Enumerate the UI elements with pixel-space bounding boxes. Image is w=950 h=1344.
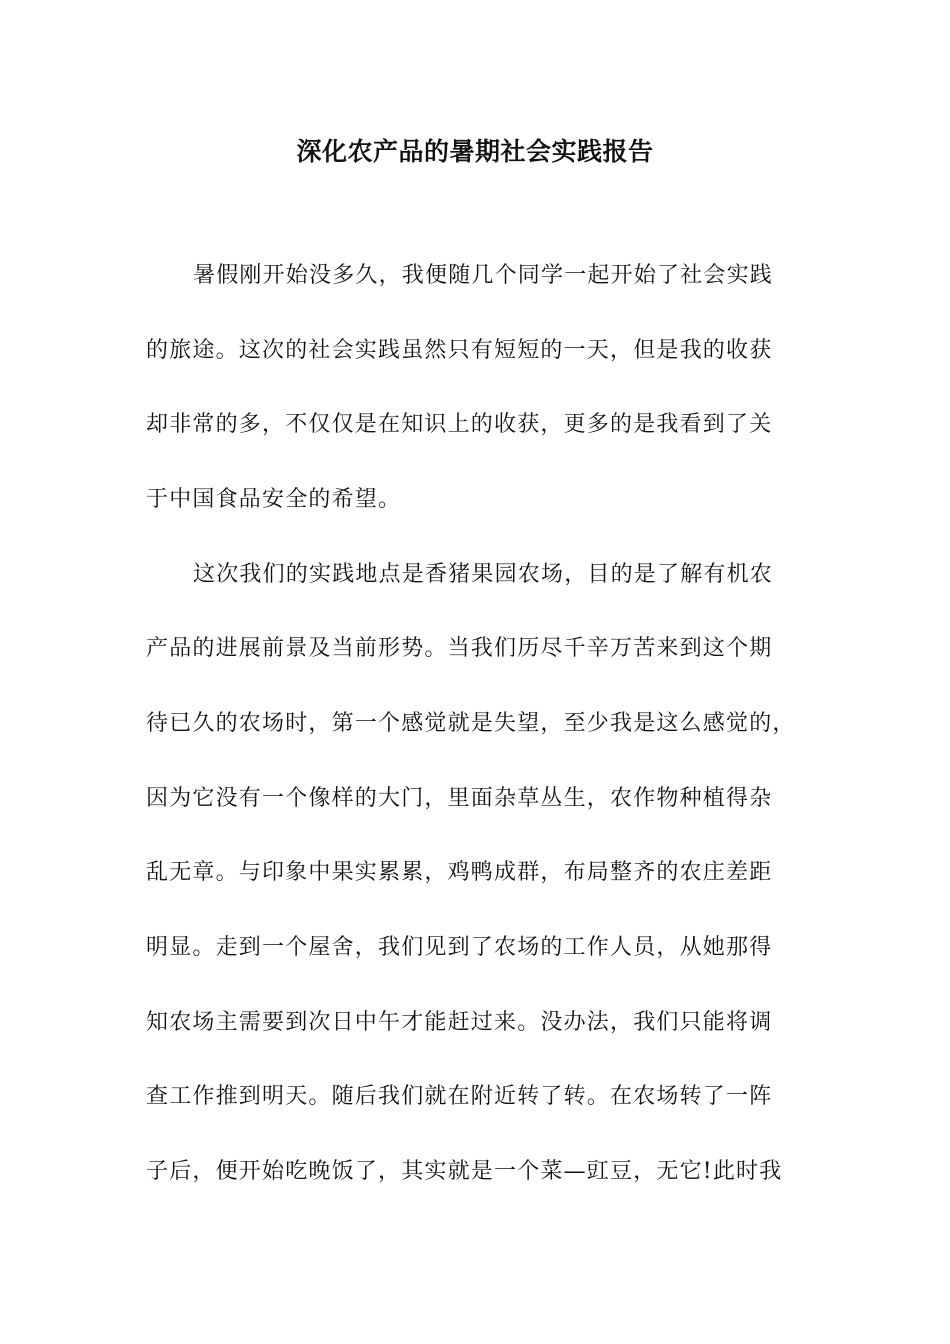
document-title: 深化农产品的暑期社会实践报告 xyxy=(296,137,654,166)
paragraph-line: 却非常的多，不仅仅是在知识上的收获，更多的是我看到了关 xyxy=(146,412,773,437)
paragraph-line: 知农场主需要到次日中午才能赶过来。没办法，我们只能将调 xyxy=(146,1010,773,1035)
paragraph-line: 查工作推到明天。随后我们就在附近转了转。在农场转了一阵 xyxy=(146,1084,773,1109)
paragraph-line: 待已久的农场时，第一个感觉就是失望，至少我是这么感觉的， xyxy=(146,711,796,736)
paragraph-line: 子后，便开始吃晚饭了，其实就是一个菜—豇豆，无它!此时我 xyxy=(146,1159,783,1184)
paragraph-line: 因为它没有一个像样的大门，里面杂草丛生，农作物种植得杂 xyxy=(146,786,773,811)
paragraph-line: 产品的进展前景及当前形势。当我们历尽千辛万苦来到这个期 xyxy=(146,636,773,661)
paragraph-line: 暑假刚开始没多久，我便随几个同学一起开始了社会实践 xyxy=(193,263,774,288)
paragraph-line: 这次我们的实践地点是香猪果园农场，目的是了解有机农 xyxy=(193,562,774,587)
paragraph-line: 明显。走到一个屋舍，我们见到了农场的工作人员，从她那得 xyxy=(146,935,773,960)
paragraph-line: 的旅途。这次的社会实践虽然只有短短的一天，但是我的收获 xyxy=(146,338,773,363)
paragraph-line: 于中国食品安全的希望。 xyxy=(146,487,402,512)
paragraph-line: 乱无章。与印象中果实累累，鸡鸭成群，布局整齐的农庄差距 xyxy=(146,860,773,885)
